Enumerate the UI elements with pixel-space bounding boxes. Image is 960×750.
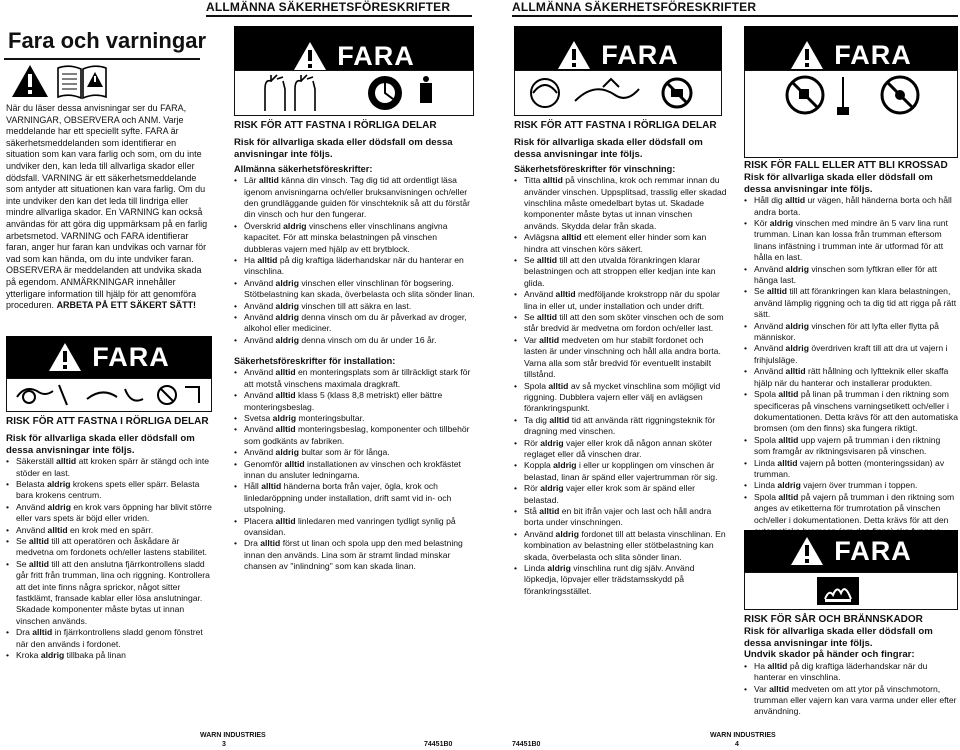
bullet-emphasis: aldrig <box>785 320 809 331</box>
bullet-text: Överskrid <box>244 220 284 231</box>
bullet-emphasis: alltid <box>785 366 806 377</box>
bullet-text: en krok vars öppning har blivit större eller vars spets är böjd eller vriden. <box>16 501 212 524</box>
bullet-emphasis: aldrig <box>785 263 809 274</box>
bullet-text: denna vinsch om du är under 16 år. <box>298 334 437 345</box>
danger-label: FARA <box>601 39 679 70</box>
bullet-item <box>744 435 958 458</box>
intro-icons <box>10 62 200 100</box>
p3-bullet-list <box>6 456 214 661</box>
fall-crush-list <box>744 195 958 549</box>
bullet-text: Använd <box>244 367 276 378</box>
bullet-emphasis: alltid <box>785 195 806 206</box>
bullet-emphasis: alltid <box>778 434 799 445</box>
bullet-emphasis: aldrig <box>275 447 299 458</box>
bullet-text: ett element eller hinder som kan hindra att vinschen körs säkert. <box>524 232 707 254</box>
hook-pictogram-icon <box>7 379 209 411</box>
doc-code-right: 74451B0 <box>512 741 541 748</box>
bullet-text: till att förankringen kan klara belastningen, använd lämplig riggning och ta dig tid att rigga på rätt sätt. <box>754 286 957 320</box>
bullet-text: monteringsbeslag, komponenter och tillbehör som godkänts av fabriken. <box>244 424 470 446</box>
bullet-text: Se <box>16 536 29 547</box>
bullet-item <box>744 684 958 718</box>
fall-crush-pictogram-box <box>744 70 958 158</box>
bullet-emphasis: alltid <box>536 312 557 323</box>
bullet-item <box>744 480 958 491</box>
bullet-item <box>744 661 958 684</box>
bullet-item <box>6 502 214 525</box>
hand-injury-subheading: Undvik skador på händer och fingrar: <box>744 649 915 661</box>
bullet-text: Använd <box>16 524 48 535</box>
bullet-emphasis: aldrig <box>40 650 65 661</box>
bullet-text: medveten om hur stabilt fordonet och lasten är under vinschning och håll alla andra borta. Varna alla som står bredvid för eventuellt instabilt tillstånd. <box>524 334 721 380</box>
bullet-item <box>234 447 476 458</box>
bullet-item <box>6 479 214 502</box>
bullet-emphasis: alltid <box>257 255 278 266</box>
bullet-text: på dig kraftiga läderhandskar när du hanterar en vinschlina. <box>754 660 928 683</box>
bullet-text: Genomför <box>244 458 285 469</box>
bullet-text: Var <box>754 683 770 694</box>
bullet-text: till att den som sköter vinschen och de som står bredvid är medvetna om fordon och/eller last. <box>524 312 724 334</box>
bullet-emphasis: aldrig <box>553 460 577 471</box>
bullet-emphasis: aldrig <box>547 563 571 573</box>
bullet-item <box>514 312 728 335</box>
bullet-item <box>514 335 728 381</box>
fall-crush-icon <box>745 71 955 157</box>
bullet-text: Placera <box>244 515 276 526</box>
danger-label: FARA <box>834 535 912 566</box>
intro-text: När du läser dessa anvisningar ser du FARA, VARNINGAR, OBSERVERA och ANM. Varje meddelande har ett speciellt syfte. FARA är säkerhetsmeddelanden som identifierar en situation som kan vara farlig och som, om du inte undviker den, kan leda till allvarliga skador eller dödsfall. VARNING är ett säkerhetsmeddelande som antyder att situationen kan vara farlig. Om du inte undviker den kan det leda till lindriga eller mindre allvarliga skador. En VARNING kan också användas för att göra dig uppmärksam på en farlig arbetsmetod. VARNING och FARA identifierar faran, anger hur faran kan undvikas och varnar för vad som kan hända, om du inte undviker faran. OBSERVERA är meddelanden att undvika skada på egendom. ANMÄRKNINGAR innehåller ytterligare information till hjälp för att genomföra proceduren. <box>6 103 208 311</box>
bullet-emphasis: alltid <box>777 457 798 468</box>
bullet-text: Se <box>524 255 537 266</box>
bullet-text: Var <box>524 334 540 345</box>
risk-heading: RISK FÖR FALL ELLER ATT BLI KROSSAD <box>744 160 948 171</box>
intro-paragraph <box>6 103 212 312</box>
bullet-item <box>744 343 958 366</box>
bullet-item <box>744 264 958 287</box>
bullet-text: Kroka <box>16 650 41 661</box>
bullet-emphasis: aldrig <box>47 479 71 489</box>
bullet-text: till att den anslutna fjärrkontrollens sladd går fritt från trumman, lina och riggning. Kontrollera att det inte finns några sprickor, något sitter fastklämt, fransade kablar eller lösa anslutningar. Skadade komponenter måste bytas ut innan vinschen används. <box>16 558 210 626</box>
bullet-emphasis: aldrig <box>785 343 809 354</box>
bullet-emphasis: alltid <box>260 538 281 549</box>
bullet-text: Ha <box>754 660 768 671</box>
bullet-item <box>514 506 728 529</box>
danger-label: FARA <box>834 39 912 70</box>
bullet-item <box>234 367 476 390</box>
danger-banner-p3 <box>6 336 212 378</box>
bullet-item <box>514 255 728 289</box>
p3-danger-block <box>6 416 214 662</box>
section-header-left: ALLMÄNNA SÄKERHETSFÖRESKRIFTER <box>206 0 451 14</box>
bullet-emphasis: aldrig <box>777 480 801 491</box>
bullet-text: Spola <box>524 380 549 391</box>
bullet-item <box>234 390 476 413</box>
col3-danger-block <box>514 120 728 597</box>
bullet-text: medveten om att ytor på vinschmotorn, trumman eller vajern kan vara varma under eller efter användning. <box>754 683 957 717</box>
bullet-text: Använd <box>244 334 276 345</box>
bullet-text: Håll dig <box>754 195 786 206</box>
bullet-emphasis: alltid <box>275 367 296 378</box>
bullet-item <box>6 536 214 559</box>
manual-book-icon <box>56 62 108 100</box>
warning-icon <box>557 40 591 70</box>
bullet-text: Linda <box>524 563 548 573</box>
bullet-text: Använd <box>754 263 786 274</box>
bullet-emphasis: aldrig <box>275 300 299 311</box>
page-title: Fara och varningar <box>8 28 207 53</box>
bullet-text: Svetsa <box>244 412 273 423</box>
bullet-text: Använd <box>524 528 556 539</box>
bullet-text: tillbaka på linan <box>64 650 126 661</box>
general-safety-list <box>234 175 476 346</box>
risk-heading: RISK FÖR ATT FASTNA I RÖRLIGA DELAR <box>234 120 437 131</box>
bullet-text: känna din vinsch. Tag dig tid att ordentligt läsa igenom anvisningarna och/eller bruksanvisningen och/eller den grundläggande guiden för vinschteknik så att du förstår din vinsch och hur den fungerar. <box>244 175 470 220</box>
bullet-item <box>6 650 214 661</box>
bullet-item <box>514 415 728 438</box>
bullet-emphasis: alltid <box>47 524 68 535</box>
col4-danger-block <box>744 160 958 549</box>
bullet-text: Spola <box>754 389 779 400</box>
bullet-text: vinschens eller vinschlinans angivna kapacitet. För att minska belastningen på vinschen dubbleras vajern med hjälp av ett brytblock. <box>244 220 448 254</box>
bullet-text: vinschlina runt dig själv. Använd löpkedja, löpvajer eller trädstamsskydd på förankringsstället. <box>524 563 695 596</box>
bullet-item <box>514 289 728 312</box>
bullet-emphasis: alltid <box>539 334 560 345</box>
bullet-text: Linda <box>754 457 778 468</box>
bullet-item <box>234 301 476 312</box>
bullet-item <box>744 321 958 344</box>
general-safety-heading: Allmänna säkerhetsföreskrifter: <box>234 164 373 175</box>
bullet-text: Rör <box>524 437 541 448</box>
bullet-item <box>234 516 476 539</box>
bullet-item <box>514 483 728 506</box>
bullet-emphasis: aldrig <box>540 483 564 494</box>
bullet-text: vajern på botten (monteringssidan) av trumman. <box>754 457 945 479</box>
bullet-emphasis: alltid <box>275 424 296 435</box>
risk-heading: RISK FÖR SÅR OCH BRÄNNSKADOR <box>744 614 923 625</box>
installation-safety-heading: Säkerhetsföreskrifter för installation: <box>234 356 396 367</box>
bullet-item <box>744 366 958 389</box>
bullet-text: krokens spets eller spärr. Belasta bara krokens centrum. <box>16 479 200 501</box>
bullet-text: Använd <box>754 343 786 354</box>
bullet-text: vajern över trumman i toppen. <box>800 480 918 491</box>
footer-brand-left: WARN INDUSTRIES <box>200 732 266 739</box>
bullet-item <box>234 175 476 221</box>
risk-subheading: Risk för allvarliga skada eller dödsfall om dessa anvisningar inte följs. <box>234 137 453 160</box>
bullet-text: Se <box>754 286 767 297</box>
bullet-item <box>744 458 958 481</box>
bullet-text: denna vinsch om du är påverkad av droger, alkohol eller mediciner. <box>244 312 467 334</box>
bullet-item <box>744 389 958 435</box>
risk-subheading: Risk för allvarliga skada eller dödsfall om dessa anvisningar inte följs. <box>6 433 195 456</box>
bullet-item <box>6 456 214 479</box>
bullet-item <box>514 175 728 232</box>
bullet-emphasis: alltid <box>28 536 49 547</box>
bullet-emphasis: alltid <box>766 286 787 297</box>
bullet-text: först ut linan och spola upp den med belastning innan den används. Lina som är stramt lindad minskar chansen av "inlindning" som kan skada linan. <box>244 538 463 572</box>
bullet-item <box>6 627 214 650</box>
bullet-item <box>744 286 958 320</box>
bullet-text: bultar som är för långa. <box>298 447 390 458</box>
bullet-text: Dra <box>16 627 33 638</box>
bullet-text: Använd <box>244 447 276 458</box>
bullet-text: till att den utvalda förankringen klarar belastningen och att stroppen eller kedjan inte kan glida. <box>524 255 716 288</box>
doc-code-left: 74451B0 <box>424 741 453 748</box>
bullet-item <box>744 195 958 218</box>
bullet-text: händerna borta från vajer, ögla, krok och linledaröppning under installation, drift samt vid in- och utspolning. <box>244 481 452 515</box>
bullet-text: Använd <box>16 501 48 512</box>
bullet-emphasis: alltid <box>539 505 560 516</box>
bullet-text: av så mycket vinschlina som möjligt vid riggning. Dubblera vajern eller välj en avlägsen förankringspunkt. <box>524 380 721 414</box>
col2-danger-block <box>234 120 476 573</box>
bullet-text: Använd <box>754 366 786 377</box>
bullet-text: Avlägsna <box>524 232 562 243</box>
bullet-item <box>744 218 958 264</box>
bullet-emphasis: alltid <box>28 558 49 569</box>
bullet-text: Använd <box>244 390 276 401</box>
bullet-text: på vajern på trumman i den riktning som anges av etiketterna för trumrotation på vinschen och/eller i dokumentationen. Detta krävs för att den <box>754 491 955 525</box>
warning-icon <box>790 40 824 70</box>
bullet-emphasis: alltid <box>56 456 77 467</box>
section-header-right: ALLMÄNNA SÄKERHETSFÖRESKRIFTER <box>512 0 757 14</box>
bullet-text: klass 5 (klass 8,8 metriskt) eller bättre monteringsbeslag. <box>244 390 443 412</box>
bullet-text: Linda <box>754 480 778 491</box>
hook-hazard-pictogram-box <box>6 378 212 412</box>
bullet-emphasis: aldrig <box>540 437 564 448</box>
bullet-text: vajer eller krok då någon annan sköter reglaget eller då vinschen drar. <box>524 437 713 459</box>
bullet-emphasis: alltid <box>275 390 296 401</box>
bullet-text: Se <box>524 312 537 323</box>
entanglement-icon <box>515 71 719 115</box>
bullet-text: Kör <box>754 218 770 228</box>
bullet-emphasis: alltid <box>258 175 279 186</box>
danger-label: FARA <box>92 341 170 372</box>
bullet-emphasis: alltid <box>549 414 570 425</box>
bullet-emphasis: alltid <box>555 289 576 300</box>
bullet-text: att kroken spärr är stängd och inte stöder en last. <box>16 456 209 478</box>
header-rule-left <box>206 15 472 17</box>
warning-icon <box>790 536 824 566</box>
bullet-emphasis: aldrig <box>275 334 299 345</box>
bullet-text: Använd <box>754 320 786 331</box>
bullet-text: Belasta <box>16 479 48 489</box>
bullet-emphasis: alltid <box>536 255 557 266</box>
bullet-text: Dra <box>244 538 261 549</box>
bullet-text: upp vajern på trumman i den riktning som framgår av riktningsvisaren på vinschen. <box>754 434 941 457</box>
bullet-emphasis: aldrig <box>555 528 579 539</box>
bullet-text: till att operatören och åskådare är medvetna om fordonets och/eller lastens stabilitet. <box>16 536 208 558</box>
gloves-winch-pictogram-box <box>234 70 474 116</box>
risk-subheading: Risk för allvarliga skada eller dödsfall om dessa anvisningar inte följs. <box>514 137 703 160</box>
bullet-text: Håll <box>244 481 262 492</box>
bullet-text: Ta dig <box>524 414 550 425</box>
bullet-item <box>234 312 476 335</box>
bullet-text: fordonet till att belasta vinschlinan. En kombination av belastning eller stötbelastning kan skada, överbelasta och slita sönder linan. <box>524 528 726 562</box>
bullet-text: linledaren med vanringen tydligt synlig på ovansidan. <box>244 515 456 537</box>
bullet-text: Stå <box>524 505 540 516</box>
bullet-emphasis: aldrig <box>47 501 71 512</box>
bullet-text: en monteringsplats som är tillräckligt stark för att motstå vinschens maximala dragkraft. <box>244 367 471 389</box>
bullet-text: på vinschlina, krok och remmar innan du använder vinschen. Uppsplitsad, trasslig eller skadad vinschlina måste omedelbart bytas ut. Skadade komponenter måste bytas ut innan vinschen används. Skydda delar från skada. <box>524 175 727 231</box>
burn-list <box>744 661 958 718</box>
bullet-text: monteringsbultar. <box>296 412 365 423</box>
bullet-text: Använd <box>244 424 276 435</box>
bullet-text: Se <box>16 558 29 569</box>
bullet-emphasis: alltid <box>284 458 305 469</box>
bullet-text: tid att använda rätt riggningsteknik för dragning med vinschen. <box>524 414 716 437</box>
bullet-text: ur vägen, håll händerna borta och håll andra borta. <box>754 195 952 217</box>
entanglement-pictogram-box <box>514 70 722 116</box>
danger-banner-col4-b <box>744 530 958 572</box>
bullet-emphasis: alltid <box>542 175 563 186</box>
bullet-item <box>234 413 476 424</box>
risk-subheading: Risk för allvarliga skada eller dödsfall om dessa anvisningar inte följs. <box>744 172 933 195</box>
bullet-text: vinschen som lyftkran eller för att hänga last. <box>754 263 937 286</box>
bullet-emphasis: alltid <box>561 232 582 243</box>
bullet-item <box>234 221 476 255</box>
bullet-text: Lär <box>244 175 259 186</box>
bullet-emphasis: alltid <box>778 389 799 400</box>
bullet-item <box>514 460 728 483</box>
bullet-text: Ha <box>244 255 258 266</box>
bullet-text: Titta <box>524 175 543 186</box>
danger-label: FARA <box>337 40 415 71</box>
bullet-emphasis: aldrig <box>272 412 297 423</box>
bullet-emphasis: aldrig <box>769 218 794 228</box>
bullet-text: vajer eller krok som är spänd eller belastad. <box>524 483 696 505</box>
bullet-text: vinschen för att lyfta eller flytta på människor. <box>754 320 939 343</box>
bullet-text: Använd <box>524 289 556 300</box>
bullet-text: Säkerställ <box>16 456 57 467</box>
risk-subheading: Risk för allvarliga skada eller dödsfall om dessa anvisningar inte följs. <box>744 626 933 649</box>
bullet-item <box>234 459 476 482</box>
bullet-item <box>514 529 728 563</box>
risk-heading: RISK FÖR ATT FASTNA I RÖRLIGA DELAR <box>514 120 717 131</box>
bullet-emphasis: aldrig <box>275 312 299 323</box>
bullet-text: vinschen eller vinschlinan för bogsering. Stötbelastning kan skada, överbelasta och slita sönder linan. <box>244 277 475 300</box>
bullet-item <box>234 255 476 278</box>
bullet-item <box>514 381 728 415</box>
bullet-item <box>6 559 214 627</box>
bullet-text: på linan på trumman i den riktning som specificeras på vinschens varningsetikett och/eller i dokumentationen. Detta krävs för att den automatiska bromsen (om den finns) ska fungera riktigt. <box>754 389 958 434</box>
bullet-emphasis: aldrig <box>275 277 299 288</box>
intro-bold-end: ARBETA PÅ ETT SÄKERT SÄTT! <box>56 300 197 311</box>
bullet-text: på dig kraftiga läderhandskar när du hanterar en vinschlina. <box>244 255 464 277</box>
bullet-text: Koppla <box>524 460 554 471</box>
page-number-right: 4 <box>735 741 739 748</box>
warning-icon <box>10 63 50 99</box>
bullet-text: rätt hållning och lyftteknik eller skaffa hjälp när du hanterar och installerar produkten. <box>754 366 949 388</box>
bullet-item <box>514 438 728 461</box>
bullet-emphasis: alltid <box>769 683 790 694</box>
hot-surface-icon <box>745 573 955 609</box>
bullet-item <box>6 525 214 536</box>
bullet-text: Rör <box>524 483 541 494</box>
warning-icon <box>293 41 327 71</box>
bullet-text: in fjärrkontrollens sladd genom fönstret när den används i fordonet. <box>16 627 203 649</box>
bullet-text: överdriven kraft till att dra ut vajern i frihjulsläge. <box>754 343 948 365</box>
winching-safety-heading: Säkerhetsföreskrifter för vinschning: <box>514 164 676 175</box>
installation-safety-list <box>234 367 476 572</box>
bullet-emphasis: alltid <box>261 481 282 492</box>
bullet-text: medföljande krokstropp när du spolar lina in eller ut, under installation och under drift. <box>524 289 720 311</box>
bullet-emphasis: alltid <box>32 627 53 638</box>
winching-safety-list <box>514 175 728 597</box>
bullet-item <box>234 278 476 301</box>
col4-burn-block <box>744 614 958 718</box>
footer-brand-right: WARN INDUSTRIES <box>710 732 776 739</box>
bullet-text: vinschen med mindre än 5 varv lina runt trumman. Linan kan lossa från trumman eftersom linans infästning i trumman inte är utformad för att hålla en last. <box>754 218 948 263</box>
bullet-text: Använd <box>244 300 276 311</box>
bullet-emphasis: alltid <box>767 660 788 671</box>
bullet-text: vinschen till att säkra en last. <box>298 300 412 311</box>
page-number-left: 3 <box>222 741 226 748</box>
warning-icon <box>48 342 82 372</box>
bullet-emphasis: alltid <box>275 515 296 526</box>
bullet-item <box>514 232 728 255</box>
bullet-text: en bit ifrån vajer och last och håll andra borta under vinschningen. <box>524 505 712 528</box>
title-rule <box>4 58 200 60</box>
bullet-text: installationen av vinschen och krokfästet innan du ansluter ledningarna. <box>244 458 461 480</box>
bullet-text: Spola <box>754 491 779 502</box>
bullet-item <box>234 424 476 447</box>
bullet-emphasis: aldrig <box>283 220 307 231</box>
burn-pictogram-box <box>744 572 958 610</box>
risk-heading: RISK FÖR ATT FASTNA I RÖRLIGA DELAR <box>6 416 209 427</box>
bullet-text: en krok med en spärr. <box>67 524 154 535</box>
bullet-text: Använd <box>244 277 276 288</box>
bullet-emphasis: alltid <box>548 380 569 391</box>
bullet-emphasis: alltid <box>778 491 799 502</box>
header-rule-right <box>512 15 958 17</box>
bullet-text: Spola <box>754 434 779 445</box>
bullet-text: i eller ur kopplingen om vinschen är belastad, linan är spänd eller vajertrumman rör sig. <box>524 460 718 482</box>
bullet-text: Använd <box>244 312 276 323</box>
bullet-item <box>234 335 476 346</box>
gloves-winch-icon <box>235 71 471 115</box>
bullet-item <box>234 481 476 515</box>
bullet-item <box>234 538 476 572</box>
bullet-item <box>514 563 728 597</box>
